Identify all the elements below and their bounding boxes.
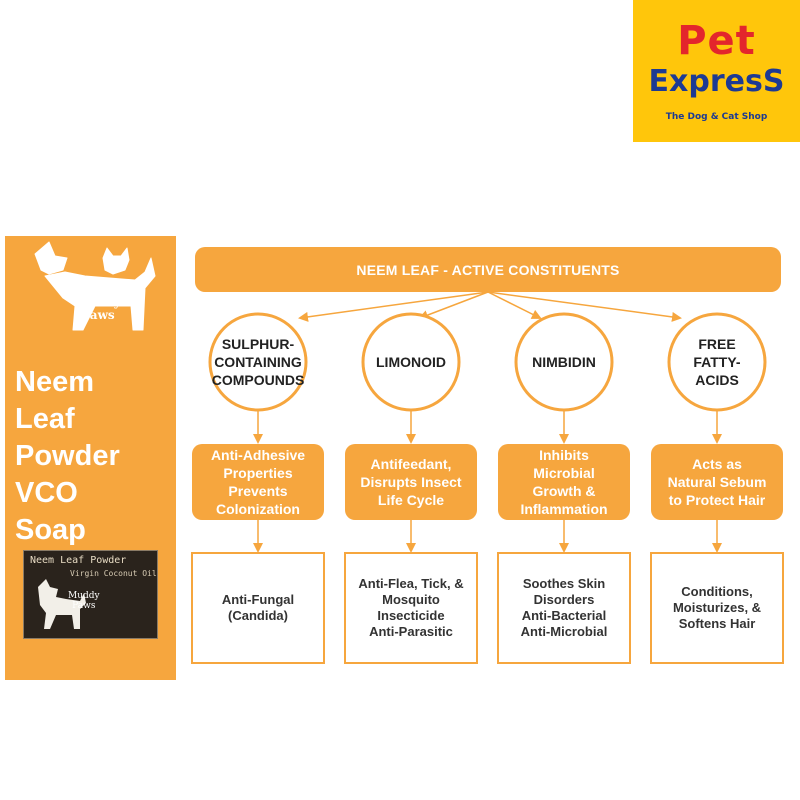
soap-brand-line1: Muddy — [68, 591, 100, 601]
constituent-benefit: Soothes Skin Disorders Anti-Bacterial Anti-Microbial — [520, 576, 608, 639]
constituent-property: Anti-Adhesive Properties Prevents Colonization — [210, 447, 306, 517]
constituent-name: FREE FATTY- ACIDS — [693, 336, 741, 388]
product-title-line: Soap — [15, 514, 86, 546]
soap-label-line1: Neem Leaf Powder — [30, 555, 127, 566]
constituent-property: Inhibits Microbial Growth & Inflammation — [520, 447, 608, 517]
constituent-name: LIMONOID — [376, 354, 446, 370]
product-title-line: Powder — [15, 440, 120, 472]
product-title-line: Leaf — [15, 403, 75, 435]
soap-brand-line2: Paws — [72, 601, 96, 611]
constituent-name: SULPHUR- CONTAINING COMPOUNDS — [211, 336, 305, 388]
brand-name-line1: Muddy — [75, 295, 121, 309]
constituent-name: NIMBIDIN — [532, 354, 596, 370]
constituent-property: Antifeedant, Disrupts Insect Life Cycle — [360, 456, 462, 508]
constituent-property: Acts as Natural Sebum to Protect Hair — [667, 456, 767, 508]
constituent-benefit: Anti-Flea, Tick, & Mosquito Insecticide Anti-Parasitic — [358, 576, 464, 639]
logo-name-bottom: ExpresS — [648, 64, 785, 99]
soap-label-line2: Virgin Coconut Oil — [70, 569, 157, 578]
constituent-benefit: Conditions, Moisturizes, & Softens Hair — [672, 584, 762, 631]
constituent-benefit: Anti-Fungal (Candida) — [221, 592, 295, 623]
product-title-line: Neem — [15, 366, 94, 398]
diagram-header-label: NEEM LEAF - ACTIVE CONSTITUENTS — [356, 261, 620, 278]
logo-tagline: The Dog & Cat Shop — [665, 112, 768, 122]
brand-name-line2: Paws — [81, 308, 115, 322]
product-title-line: VCO — [15, 477, 78, 509]
logo-name-top: Pet — [677, 18, 756, 64]
